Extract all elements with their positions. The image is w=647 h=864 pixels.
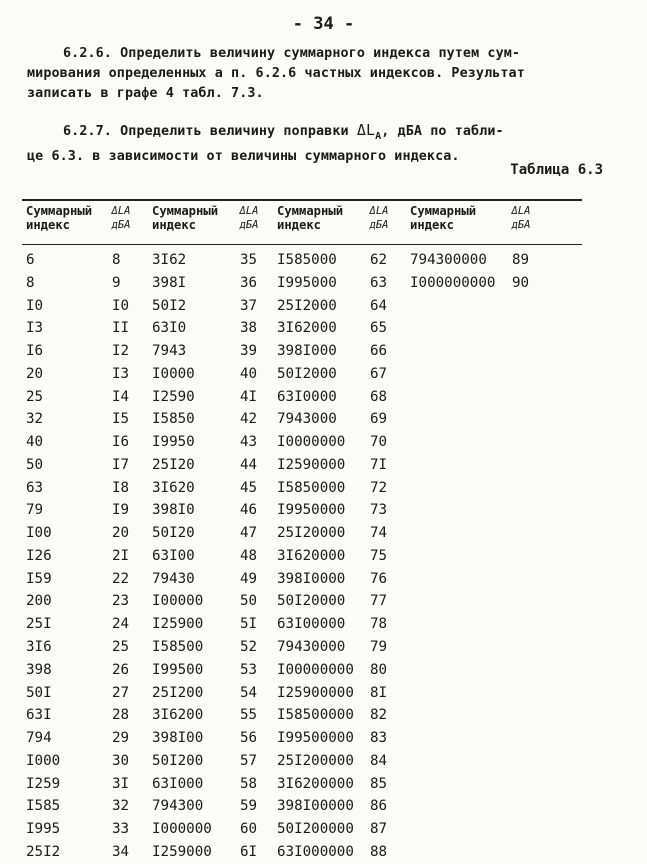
index-cell: 398I0 bbox=[152, 502, 195, 519]
index-cell: 200 bbox=[26, 593, 52, 610]
delta-cell: 74 bbox=[370, 525, 388, 542]
delta-cell: 75 bbox=[370, 547, 388, 564]
index-cell: 398 bbox=[26, 661, 52, 678]
delta-cell: 59 bbox=[240, 798, 258, 815]
index-cell: I99500000 bbox=[277, 730, 354, 747]
delta-cell: 70 bbox=[370, 434, 388, 451]
header-summary-index: Суммарный индекс bbox=[277, 204, 344, 232]
index-cell: 25I bbox=[26, 616, 52, 633]
delta-column bbox=[512, 249, 529, 295]
delta-cell: 53 bbox=[240, 661, 258, 678]
delta-cell: 28 bbox=[112, 707, 130, 724]
index-cell: 25 bbox=[26, 388, 44, 405]
index-cell: 794 bbox=[26, 730, 52, 747]
delta-cell: 30 bbox=[112, 752, 130, 769]
index-cell: I0000 bbox=[152, 365, 195, 382]
index-cell: I00000000 bbox=[277, 661, 354, 678]
delta-cell: 67 bbox=[370, 365, 388, 382]
index-cell: 50I bbox=[26, 684, 52, 701]
delta-cell: 29 bbox=[112, 730, 130, 747]
paragraph-6-2-7 bbox=[27, 120, 587, 167]
delta-cell: I0 bbox=[112, 297, 130, 314]
delta-column bbox=[370, 249, 387, 864]
table-caption: Таблица 6.3 bbox=[510, 162, 603, 178]
index-cell: 7943 bbox=[152, 343, 187, 360]
delta-cell: 89 bbox=[512, 252, 530, 268]
delta-cell: 8 bbox=[112, 252, 121, 268]
index-cell: 32 bbox=[26, 411, 44, 428]
delta-cell: 68 bbox=[370, 388, 388, 405]
delta-cell: 63 bbox=[370, 274, 388, 291]
index-cell: 50I2 bbox=[152, 297, 187, 314]
index-cell: I25900 bbox=[152, 616, 204, 633]
delta-cell: 76 bbox=[370, 570, 388, 587]
index-cell: 50I20 bbox=[152, 525, 195, 542]
delta-cell: 90 bbox=[512, 274, 530, 291]
index-cell: 20 bbox=[26, 365, 44, 382]
delta-cell: 55 bbox=[240, 707, 258, 724]
index-cell: 3I6 bbox=[26, 639, 52, 656]
index-cell: 3I620 bbox=[152, 479, 195, 496]
delta-cell: 52 bbox=[240, 639, 258, 656]
index-cell: 25I2000 bbox=[277, 297, 337, 314]
index-cell: 50 bbox=[26, 456, 44, 473]
index-cell: 398I00 bbox=[152, 730, 204, 747]
index-cell: 6 bbox=[26, 252, 35, 268]
index-cell: I585000 bbox=[277, 252, 337, 268]
index-cell: 63I000 bbox=[152, 775, 204, 792]
paragraph-line: , дБА по табли- bbox=[381, 124, 504, 139]
index-cell: 8 bbox=[26, 274, 35, 291]
delta-cell: 26 bbox=[112, 661, 130, 678]
paragraph-line: мирования определенных а п. 6.2.6 частных индексов. Результат bbox=[27, 66, 525, 81]
index-column bbox=[277, 249, 354, 864]
header-delta-la: ΔLA дБА bbox=[111, 205, 131, 231]
delta-cell: 77 bbox=[370, 593, 388, 610]
delta-cell: 4I bbox=[240, 388, 258, 405]
delta-cell: 66 bbox=[370, 343, 388, 360]
delta-cell: 32 bbox=[112, 798, 130, 815]
index-cell: I5850000 bbox=[277, 479, 346, 496]
delta-cell: 83 bbox=[370, 730, 388, 747]
delta-cell: 39 bbox=[240, 343, 258, 360]
header-delta-la: ΔLA дБА bbox=[369, 205, 389, 231]
delta-cell: 88 bbox=[370, 843, 388, 860]
delta-cell: 36 bbox=[240, 274, 258, 291]
delta-cell: 8I bbox=[370, 684, 388, 701]
delta-cell: 27 bbox=[112, 684, 130, 701]
delta-cell: 79 bbox=[370, 639, 388, 656]
header-summary-index: Суммарный индекс bbox=[410, 204, 477, 232]
index-cell: I9950000 bbox=[277, 502, 346, 519]
index-cell: 25I200 bbox=[152, 684, 204, 701]
index-cell: I00000 bbox=[152, 593, 204, 610]
index-cell: 3I6200000 bbox=[277, 775, 354, 792]
index-cell: I25900000 bbox=[277, 684, 354, 701]
table-top-rule bbox=[22, 199, 582, 201]
index-cell: 79 bbox=[26, 502, 44, 519]
delta-cell: 38 bbox=[240, 320, 258, 337]
index-cell: I99500 bbox=[152, 661, 204, 678]
delta-cell: 3I bbox=[112, 775, 130, 792]
index-cell: 398I0000 bbox=[277, 570, 346, 587]
index-cell: 79430000 bbox=[277, 639, 346, 656]
delta-cell: 50 bbox=[240, 593, 258, 610]
delta-cell: I9 bbox=[112, 502, 130, 519]
delta-cell: I8 bbox=[112, 479, 130, 496]
delta-cell: 84 bbox=[370, 752, 388, 769]
index-cell: I26 bbox=[26, 547, 52, 564]
delta-cell: 2I bbox=[112, 547, 130, 564]
header-summary-index: Суммарный индекс bbox=[26, 204, 93, 232]
index-cell: 50I20000 bbox=[277, 593, 346, 610]
delta-cell: 72 bbox=[370, 479, 388, 496]
index-cell: 63I bbox=[26, 707, 52, 724]
index-cell: 63I000000 bbox=[277, 843, 354, 860]
delta-cell: 64 bbox=[370, 297, 388, 314]
index-cell: 50I2000 bbox=[277, 365, 337, 382]
index-cell: 3I620000 bbox=[277, 547, 346, 564]
page-number: - 34 - bbox=[292, 14, 355, 34]
delta-cell: 20 bbox=[112, 525, 130, 542]
delta-cell: 23 bbox=[112, 593, 130, 610]
index-cell: I58500 bbox=[152, 639, 204, 656]
header-delta-la: ΔLA дБА bbox=[511, 205, 531, 231]
table-header-rule bbox=[22, 244, 582, 245]
delta-cell: I2 bbox=[112, 343, 130, 360]
index-column bbox=[410, 249, 495, 295]
delta-cell: 57 bbox=[240, 752, 258, 769]
delta-cell: 5I bbox=[240, 616, 258, 633]
paragraph-line: 6.2.6. Определить величину суммарного индекса путем сум- bbox=[63, 46, 521, 61]
index-cell: I2590000 bbox=[277, 456, 346, 473]
index-cell: I995 bbox=[26, 821, 61, 838]
delta-cell: 49 bbox=[240, 570, 258, 587]
delta-cell: I5 bbox=[112, 411, 130, 428]
index-cell: 40 bbox=[26, 434, 44, 451]
index-cell: I000 bbox=[26, 752, 61, 769]
index-cell: 398I00000 bbox=[277, 798, 354, 815]
delta-cell: 80 bbox=[370, 661, 388, 678]
delta-cell: 33 bbox=[112, 821, 130, 838]
index-cell: I995000 bbox=[277, 274, 337, 291]
delta-cell: 43 bbox=[240, 434, 258, 451]
delta-cell: 45 bbox=[240, 479, 258, 496]
index-cell: 63I00 bbox=[152, 547, 195, 564]
index-cell: I3 bbox=[26, 320, 44, 337]
delta-cell: 69 bbox=[370, 411, 388, 428]
delta-cell: 60 bbox=[240, 821, 258, 838]
index-cell: I0000000 bbox=[277, 434, 346, 451]
delta-cell: 56 bbox=[240, 730, 258, 747]
delta-cell: 62 bbox=[370, 252, 388, 268]
index-cell: 398I000 bbox=[277, 343, 337, 360]
delta-la-symbol: $\Delta L_A$ bbox=[356, 121, 382, 142]
delta-cell: 9 bbox=[112, 274, 121, 291]
index-cell: 63 bbox=[26, 479, 44, 496]
delta-cell: 24 bbox=[112, 616, 130, 633]
delta-cell: 48 bbox=[240, 547, 258, 564]
index-cell: 25I2 bbox=[26, 843, 61, 860]
delta-cell: 7I bbox=[370, 456, 388, 473]
index-cell: I58500000 bbox=[277, 707, 354, 724]
delta-cell: 42 bbox=[240, 411, 258, 428]
index-cell: I5850 bbox=[152, 411, 195, 428]
delta-cell: 40 bbox=[240, 365, 258, 382]
delta-cell: 37 bbox=[240, 297, 258, 314]
index-cell: 7943000 bbox=[277, 411, 337, 428]
paragraph-line: записать в графе 4 табл. 7.3. bbox=[27, 86, 264, 101]
delta-cell: 54 bbox=[240, 684, 258, 701]
delta-cell: 25 bbox=[112, 639, 130, 656]
index-column bbox=[152, 249, 212, 864]
paragraph-line: 6.2.7. Определить величину поправки bbox=[63, 124, 349, 139]
index-cell: 398I bbox=[152, 274, 187, 291]
index-cell: I59 bbox=[26, 570, 52, 587]
delta-cell: 73 bbox=[370, 502, 388, 519]
delta-cell: 78 bbox=[370, 616, 388, 633]
index-cell: 3I62 bbox=[152, 252, 187, 268]
index-cell: 50I200000 bbox=[277, 821, 354, 838]
index-cell: 3I6200 bbox=[152, 707, 204, 724]
delta-column bbox=[112, 249, 129, 864]
delta-cell: 85 bbox=[370, 775, 388, 792]
header-summary-index: Суммарный индекс bbox=[152, 204, 219, 232]
index-cell: 50I200 bbox=[152, 752, 204, 769]
delta-cell: 47 bbox=[240, 525, 258, 542]
index-cell: 794300000 bbox=[410, 252, 487, 268]
delta-cell: II bbox=[112, 320, 130, 337]
index-cell: I259000 bbox=[152, 843, 212, 860]
delta-cell: 86 bbox=[370, 798, 388, 815]
index-cell: I0 bbox=[26, 297, 44, 314]
index-cell: 794300 bbox=[152, 798, 204, 815]
index-cell: 63I0 bbox=[152, 320, 187, 337]
delta-cell: 6I bbox=[240, 843, 258, 860]
delta-cell: 46 bbox=[240, 502, 258, 519]
paragraph-6-2-6 bbox=[27, 44, 587, 104]
index-cell: 63I00000 bbox=[277, 616, 346, 633]
index-cell: I259 bbox=[26, 775, 61, 792]
delta-cell: 87 bbox=[370, 821, 388, 838]
delta-cell: I6 bbox=[112, 434, 130, 451]
index-cell: I6 bbox=[26, 343, 44, 360]
index-cell: I9950 bbox=[152, 434, 195, 451]
paragraph-line: це 6.3. в зависимости от величины суммарного индекса. bbox=[27, 149, 460, 164]
index-cell: I000000 bbox=[152, 821, 212, 838]
delta-cell: I3 bbox=[112, 365, 130, 382]
delta-cell: I7 bbox=[112, 456, 130, 473]
index-cell: I00 bbox=[26, 525, 52, 542]
delta-cell: 44 bbox=[240, 456, 258, 473]
delta-cell: 35 bbox=[240, 252, 258, 268]
index-cell: 25I20000 bbox=[277, 525, 346, 542]
delta-cell: 58 bbox=[240, 775, 258, 792]
index-cell: I000000000 bbox=[410, 274, 496, 291]
delta-column bbox=[240, 249, 257, 864]
index-column bbox=[26, 249, 60, 864]
delta-cell: 82 bbox=[370, 707, 388, 724]
index-cell: I585 bbox=[26, 798, 61, 815]
index-cell: I2590 bbox=[152, 388, 195, 405]
index-cell: 63I0000 bbox=[277, 388, 337, 405]
delta-cell: 22 bbox=[112, 570, 130, 587]
delta-cell: 34 bbox=[112, 843, 130, 860]
index-cell: 25I20 bbox=[152, 456, 195, 473]
delta-cell: 65 bbox=[370, 320, 388, 337]
delta-cell: I4 bbox=[112, 388, 130, 405]
header-delta-la: ΔLA дБА bbox=[239, 205, 259, 231]
index-cell: 25I200000 bbox=[277, 752, 354, 769]
index-cell: 79430 bbox=[152, 570, 195, 587]
index-cell: 3I62000 bbox=[277, 320, 337, 337]
